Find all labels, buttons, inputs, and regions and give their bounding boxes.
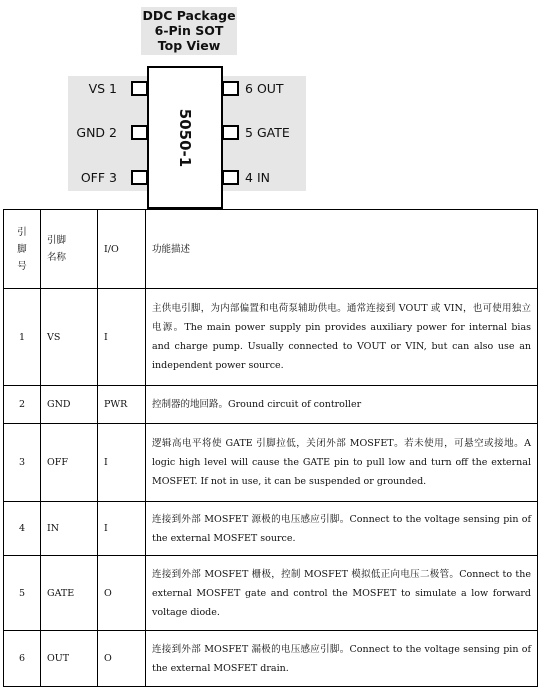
table-header-row [4, 210, 538, 289]
row-description: 主供电引脚，为内部偏置和电荷泵辅助供电。通常连接到 VOUT 或 VIN，也可使用独立电源。The main power supply pin provides auxiliary power for internal bias and charge pump. Usually connected to VOUT or VIN, but can also use an independent power source. [146, 289, 538, 386]
pin-5-label [245, 125, 290, 140]
pin-4-name: IN [256, 170, 270, 185]
pin-description-table [3, 209, 538, 687]
row-pin-number: 6 [4, 631, 41, 687]
header-pin-name-line-2: 名称 [47, 252, 67, 263]
table-row [4, 556, 538, 631]
header-pin-name-line-1: 引脚 [47, 235, 67, 246]
row-io: PWR [98, 386, 146, 424]
row-description: 连接到外部 MOSFET 栅极，控制 MOSFET 模拟低正向电压二极管。Connect to the external MOSFET gate and control the MOSFET to simulate a low forward voltage diode. [146, 556, 538, 631]
chip-body [147, 66, 223, 209]
pin-6-label [245, 81, 284, 96]
package-title-line-1: DDC Package [142, 8, 236, 23]
pin-4-number: 4 [245, 170, 253, 185]
row-description: 逻辑高电平将使 GATE 引脚拉低，关闭外部 MOSFET。若未使用，可悬空或接地。A logic high level will cause the GATE pin to pull low and turn off the external MOSFET. If not in use, it can be suspended or grounded. [146, 424, 538, 502]
pin-3-number: 3 [109, 170, 117, 185]
row-description: 连接到外部 MOSFET 漏极的电压感应引脚。Connect to the voltage sensing pin of the external MOSFET drain. [146, 631, 538, 687]
row-pin-number: 1 [4, 289, 41, 386]
pin-2-label [47, 125, 117, 140]
table-row [4, 386, 538, 424]
row-io: I [98, 289, 146, 386]
pin-1-label [47, 81, 117, 96]
header-pin-number [4, 210, 41, 289]
package-title-line-3: Top View [157, 38, 221, 53]
pin-2-number: 2 [109, 125, 117, 140]
row-pin-name: GATE [41, 556, 98, 631]
pin-3-lead [131, 170, 148, 185]
pin-1-lead [131, 81, 148, 96]
row-io: I [98, 424, 146, 502]
row-pin-number: 4 [4, 502, 41, 556]
row-description: 连接到外部 MOSFET 源极的电压感应引脚。Connect to the voltage sensing pin of the external MOSFET source. [146, 502, 538, 556]
row-pin-name: IN [41, 502, 98, 556]
header-description: 功能描述 [146, 210, 538, 289]
row-description: 控制器的地回路。Ground circuit of controller [146, 386, 538, 424]
row-pin-number: 5 [4, 556, 41, 631]
pin-1-name: VS [88, 81, 106, 96]
pin-4-lead [222, 170, 239, 185]
pin-6-number: 6 [245, 81, 253, 96]
pin-5-number: 5 [245, 125, 253, 140]
pin-2-lead [131, 125, 148, 140]
pin-4-label [245, 170, 270, 185]
pin-2-name: GND [76, 125, 106, 140]
row-pin-name: VS [41, 289, 98, 386]
header-io: I/O [98, 210, 146, 289]
pin-1-number: 1 [109, 81, 117, 96]
chip-marking: 5050-1 [175, 108, 194, 167]
package-title-line-2: 6-Pin SOT [154, 23, 224, 38]
row-io: O [98, 556, 146, 631]
pin-3-name: OFF [80, 170, 106, 185]
row-pin-name: OUT [41, 631, 98, 687]
table-row [4, 289, 538, 386]
pin-3-label [47, 170, 117, 185]
table-row [4, 631, 538, 687]
row-pin-number: 3 [4, 424, 41, 502]
header-pin-number-char-3: 号 [17, 260, 27, 272]
row-io: O [98, 631, 146, 687]
pin-6-name: OUT [256, 81, 284, 96]
row-pin-number: 2 [4, 386, 41, 424]
pin-5-name: GATE [256, 125, 290, 140]
pin-6-lead [222, 81, 239, 96]
row-pin-name: GND [41, 386, 98, 424]
pin-5-lead [222, 125, 239, 140]
header-pin-number-char-1: 引 [17, 226, 27, 238]
row-pin-name: OFF [41, 424, 98, 502]
header-pin-number-char-2: 脚 [17, 243, 27, 255]
package-title [141, 7, 237, 55]
row-io: I [98, 502, 146, 556]
header-pin-name [41, 210, 98, 289]
table-row [4, 424, 538, 502]
table-row [4, 502, 538, 556]
